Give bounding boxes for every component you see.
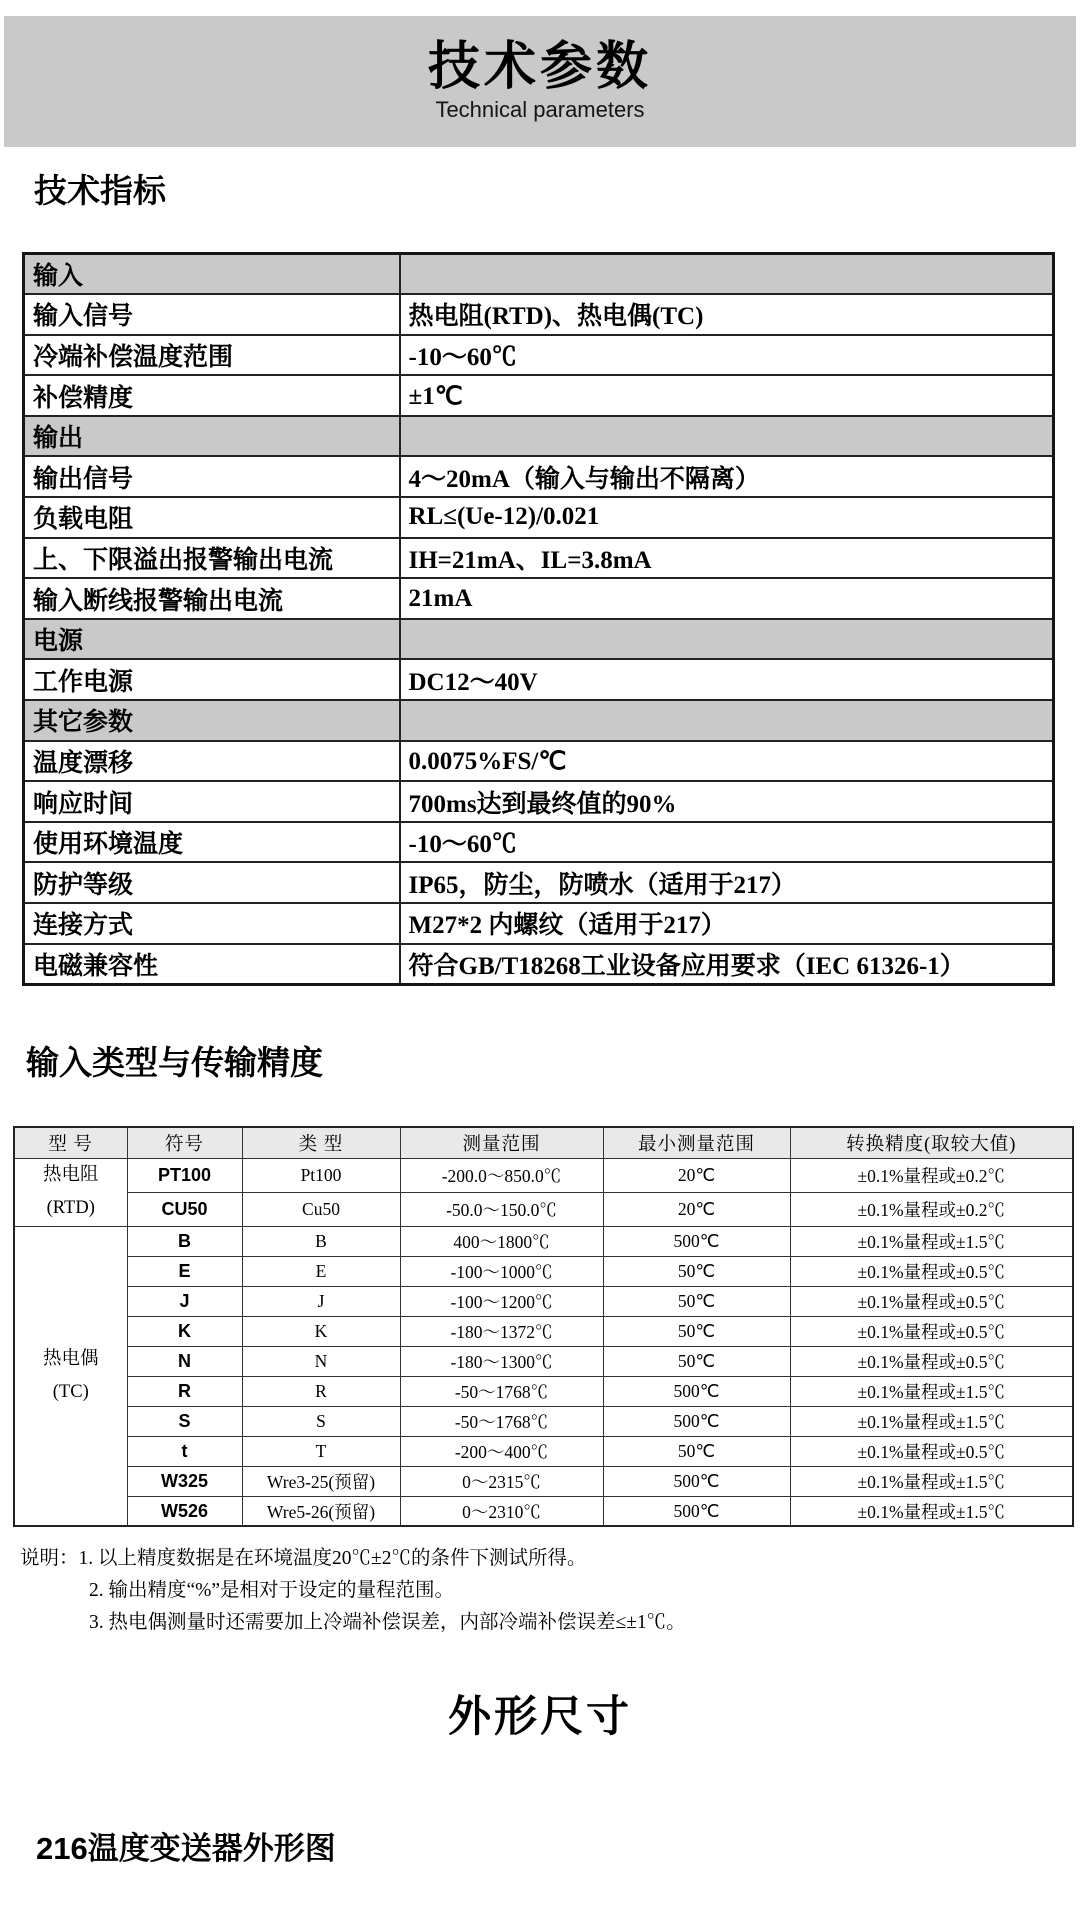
- min-range-cell: 20℃: [603, 1192, 790, 1226]
- spec-value-cell: 4～20mA（输入与输出不隔离）: [400, 456, 1054, 497]
- accuracy-cell: ±0.1%量程或±0.2℃: [790, 1192, 1073, 1226]
- spec-row: [24, 538, 1054, 579]
- range-cell: -200.0～850.0℃: [400, 1159, 603, 1193]
- min-range-cell: 50℃: [603, 1256, 790, 1286]
- spec-value-cell: -10～60℃: [400, 822, 1054, 863]
- range-cell: -50.0～150.0℃: [400, 1192, 603, 1226]
- model-sub: (TC): [52, 1382, 89, 1403]
- spec-label-cell: 温度漂移: [24, 741, 400, 782]
- title-banner: [4, 16, 1076, 147]
- model-cell-rtd: [14, 1159, 127, 1227]
- spec-label-cell: 连接方式: [24, 903, 400, 944]
- col-header-min-range: 最小测量范围: [603, 1127, 790, 1159]
- min-range-cell: 50℃: [603, 1316, 790, 1346]
- spec-label-cell: 补偿精度: [24, 375, 400, 416]
- symbol-cell: t: [127, 1436, 242, 1466]
- symbol-cell: PT100: [127, 1159, 242, 1193]
- accuracy-row: [14, 1346, 1073, 1376]
- spec-value-cell: IH=21mA、IL=3.8mA: [400, 538, 1054, 579]
- col-header-model: 型 号: [14, 1127, 127, 1159]
- note-line: [20, 1543, 1080, 1575]
- spec-section-label: 其它参数: [24, 700, 400, 741]
- spec-section-label: 输出: [24, 416, 400, 457]
- spec-section-label: 电源: [24, 619, 400, 660]
- page-title: 技术参数: [427, 38, 652, 97]
- accuracy-row: [14, 1496, 1073, 1526]
- spec-label-cell: 电磁兼容性: [24, 944, 400, 985]
- accuracy-cell: ±0.1%量程或±1.5℃: [790, 1226, 1073, 1256]
- accuracy-cell: ±0.1%量程或±0.2℃: [790, 1159, 1073, 1193]
- spec-section-row: [24, 416, 1054, 457]
- spec-section-value: [400, 416, 1054, 457]
- spec-row: [24, 822, 1054, 863]
- spec-value-cell: 21mA: [400, 578, 1054, 619]
- symbol-cell: CU50: [127, 1192, 242, 1226]
- range-cell: -180～1372℃: [400, 1316, 603, 1346]
- accuracy-row: [14, 1192, 1073, 1226]
- spec-value-cell: IP65，防尘，防喷水（适用于217）: [400, 862, 1054, 903]
- spec-row: [24, 578, 1054, 619]
- symbol-cell: E: [127, 1256, 242, 1286]
- accuracy-row: [14, 1159, 1073, 1193]
- page-subtitle: Technical parameters: [435, 96, 645, 122]
- symbol-cell: N: [127, 1346, 242, 1376]
- spec-row: [24, 659, 1054, 700]
- accuracy-table: [13, 1126, 1074, 1528]
- min-range-cell: 50℃: [603, 1346, 790, 1376]
- spec-value-cell: 0.0075%FS/℃: [400, 741, 1054, 782]
- type-cell: R: [242, 1376, 400, 1406]
- note-item: 1. 以上精度数据是在环境温度20℃±2℃的条件下测试所得。: [78, 1548, 587, 1570]
- type-cell: K: [242, 1316, 400, 1346]
- type-cell: Wre3-25(预留): [242, 1466, 400, 1496]
- spec-row: [24, 781, 1054, 822]
- range-cell: 0～2310℃: [400, 1496, 603, 1526]
- spec-row: [24, 294, 1054, 335]
- range-cell: -180～1300℃: [400, 1346, 603, 1376]
- spec-section-value: [400, 254, 1054, 295]
- range-cell: -100～1000℃: [400, 1256, 603, 1286]
- accuracy-cell: ±0.1%量程或±1.5℃: [790, 1406, 1073, 1436]
- notes-label: 说明：: [20, 1548, 79, 1570]
- spec-row: [24, 862, 1054, 903]
- accuracy-cell: ±0.1%量程或±0.5℃: [790, 1436, 1073, 1466]
- accuracy-row: [14, 1376, 1073, 1406]
- symbol-cell: K: [127, 1316, 242, 1346]
- min-range-cell: 500℃: [603, 1496, 790, 1526]
- spec-section-row: [24, 254, 1054, 295]
- symbol-cell: R: [127, 1376, 242, 1406]
- type-cell: T: [242, 1436, 400, 1466]
- model-cell-tc: [14, 1226, 127, 1526]
- spec-section-value: [400, 619, 1054, 660]
- spec-table: [22, 252, 1055, 986]
- spec-value-cell: ±1℃: [400, 375, 1054, 416]
- accuracy-row: [14, 1436, 1073, 1466]
- accuracy-row: [14, 1466, 1073, 1496]
- min-range-cell: 500℃: [603, 1466, 790, 1496]
- spec-row: [24, 456, 1054, 497]
- range-cell: -200～400℃: [400, 1436, 603, 1466]
- model-name: 热电阻: [42, 1165, 99, 1186]
- spec-value-cell: 700ms达到最终值的90%: [400, 781, 1054, 822]
- heading-tech-specs: 技术指标: [34, 172, 166, 209]
- note-line: 3. 热电偶测量时还需要加上冷端补偿误差，内部冷端补偿误差≤±1℃。: [89, 1612, 686, 1634]
- spec-value-cell: RL≤(Ue-12)/0.021: [400, 497, 1054, 538]
- symbol-cell: W325: [127, 1466, 242, 1496]
- heading-dimensions: 外形尺寸: [448, 1693, 632, 1742]
- type-cell: Wre5-26(预留): [242, 1496, 400, 1526]
- spec-label-cell: 使用环境温度: [24, 822, 400, 863]
- accuracy-cell: ±0.1%量程或±1.5℃: [790, 1466, 1073, 1496]
- accuracy-row: [14, 1226, 1073, 1256]
- type-cell: N: [242, 1346, 400, 1376]
- type-cell: S: [242, 1406, 400, 1436]
- model-name: 热电偶: [42, 1348, 99, 1369]
- accuracy-cell: ±0.1%量程或±0.5℃: [790, 1346, 1073, 1376]
- accuracy-cell: ±0.1%量程或±0.5℃: [790, 1316, 1073, 1346]
- type-cell: Cu50: [242, 1192, 400, 1226]
- spec-label-cell: 防护等级: [24, 862, 400, 903]
- col-header-accuracy: 转换精度(取较大值): [790, 1127, 1073, 1159]
- spec-label-cell: 输出信号: [24, 456, 400, 497]
- accuracy-cell: ±0.1%量程或±1.5℃: [790, 1496, 1073, 1526]
- range-cell: -50～1768℃: [400, 1406, 603, 1436]
- spec-label-cell: 工作电源: [24, 659, 400, 700]
- spec-row: [24, 741, 1054, 782]
- range-cell: -50～1768℃: [400, 1376, 603, 1406]
- spec-row: [24, 497, 1054, 538]
- min-range-cell: 500℃: [603, 1376, 790, 1406]
- symbol-cell: S: [127, 1406, 242, 1436]
- accuracy-cell: ±0.1%量程或±0.5℃: [790, 1286, 1073, 1316]
- range-cell: 400～1800℃: [400, 1226, 603, 1256]
- min-range-cell: 500℃: [603, 1226, 790, 1256]
- col-header-symbol: 符号: [127, 1127, 242, 1159]
- min-range-cell: 50℃: [603, 1286, 790, 1316]
- spec-value-cell: 符合GB/T18268工业设备应用要求（IEC 61326-1）: [400, 944, 1054, 985]
- spec-value-cell: M27*2 内螺纹（适用于217）: [400, 903, 1054, 944]
- spec-section-label: 输入: [24, 254, 400, 295]
- symbol-cell: B: [127, 1226, 242, 1256]
- accuracy-row: [14, 1286, 1073, 1316]
- type-cell: J: [242, 1286, 400, 1316]
- accuracy-row: [14, 1406, 1073, 1436]
- range-cell: -100～1200℃: [400, 1286, 603, 1316]
- min-range-cell: 50℃: [603, 1436, 790, 1466]
- type-cell: E: [242, 1256, 400, 1286]
- spec-label-cell: 冷端补偿温度范围: [24, 335, 400, 376]
- spec-row: [24, 903, 1054, 944]
- spec-label-cell: 输入断线报警输出电流: [24, 578, 400, 619]
- model-sub: (RTD): [46, 1198, 95, 1219]
- spec-section-row: [24, 700, 1054, 741]
- spec-row: [24, 375, 1054, 416]
- accuracy-cell: ±0.1%量程或±0.5℃: [790, 1256, 1073, 1286]
- spec-value-cell: -10～60℃: [400, 335, 1054, 376]
- spec-label-cell: 响应时间: [24, 781, 400, 822]
- symbol-cell: W526: [127, 1496, 242, 1526]
- min-range-cell: 500℃: [603, 1406, 790, 1436]
- spec-section-value: [400, 700, 1054, 741]
- accuracy-header-row: [14, 1127, 1073, 1159]
- spec-label-cell: 负载电阻: [24, 497, 400, 538]
- spec-label-cell: 输入信号: [24, 294, 400, 335]
- col-header-range: 测量范围: [400, 1127, 603, 1159]
- spec-label-cell: 上、下限溢出报警输出电流: [24, 538, 400, 579]
- spec-section-row: [24, 619, 1054, 660]
- min-range-cell: 20℃: [603, 1159, 790, 1193]
- accuracy-cell: ±0.1%量程或±1.5℃: [790, 1376, 1073, 1406]
- col-header-type: 类 型: [242, 1127, 400, 1159]
- spec-value-cell: DC12～40V: [400, 659, 1054, 700]
- range-cell: 0～2315℃: [400, 1466, 603, 1496]
- spec-row: [24, 335, 1054, 376]
- heading-216-figure: 216温度变送器外形图: [36, 1831, 336, 1867]
- notes-block: [20, 1543, 1080, 1639]
- accuracy-row: [14, 1256, 1073, 1286]
- type-cell: B: [242, 1226, 400, 1256]
- spec-value-cell: 热电阻(RTD)、热电偶(TC): [400, 294, 1054, 335]
- type-cell: Pt100: [242, 1159, 400, 1193]
- spec-row: [24, 944, 1054, 985]
- symbol-cell: J: [127, 1286, 242, 1316]
- accuracy-row: [14, 1316, 1073, 1346]
- heading-input-accuracy: 输入类型与传输精度: [26, 1043, 323, 1081]
- note-line: 2. 输出精度“%”是相对于设定的量程范围。: [89, 1580, 455, 1602]
